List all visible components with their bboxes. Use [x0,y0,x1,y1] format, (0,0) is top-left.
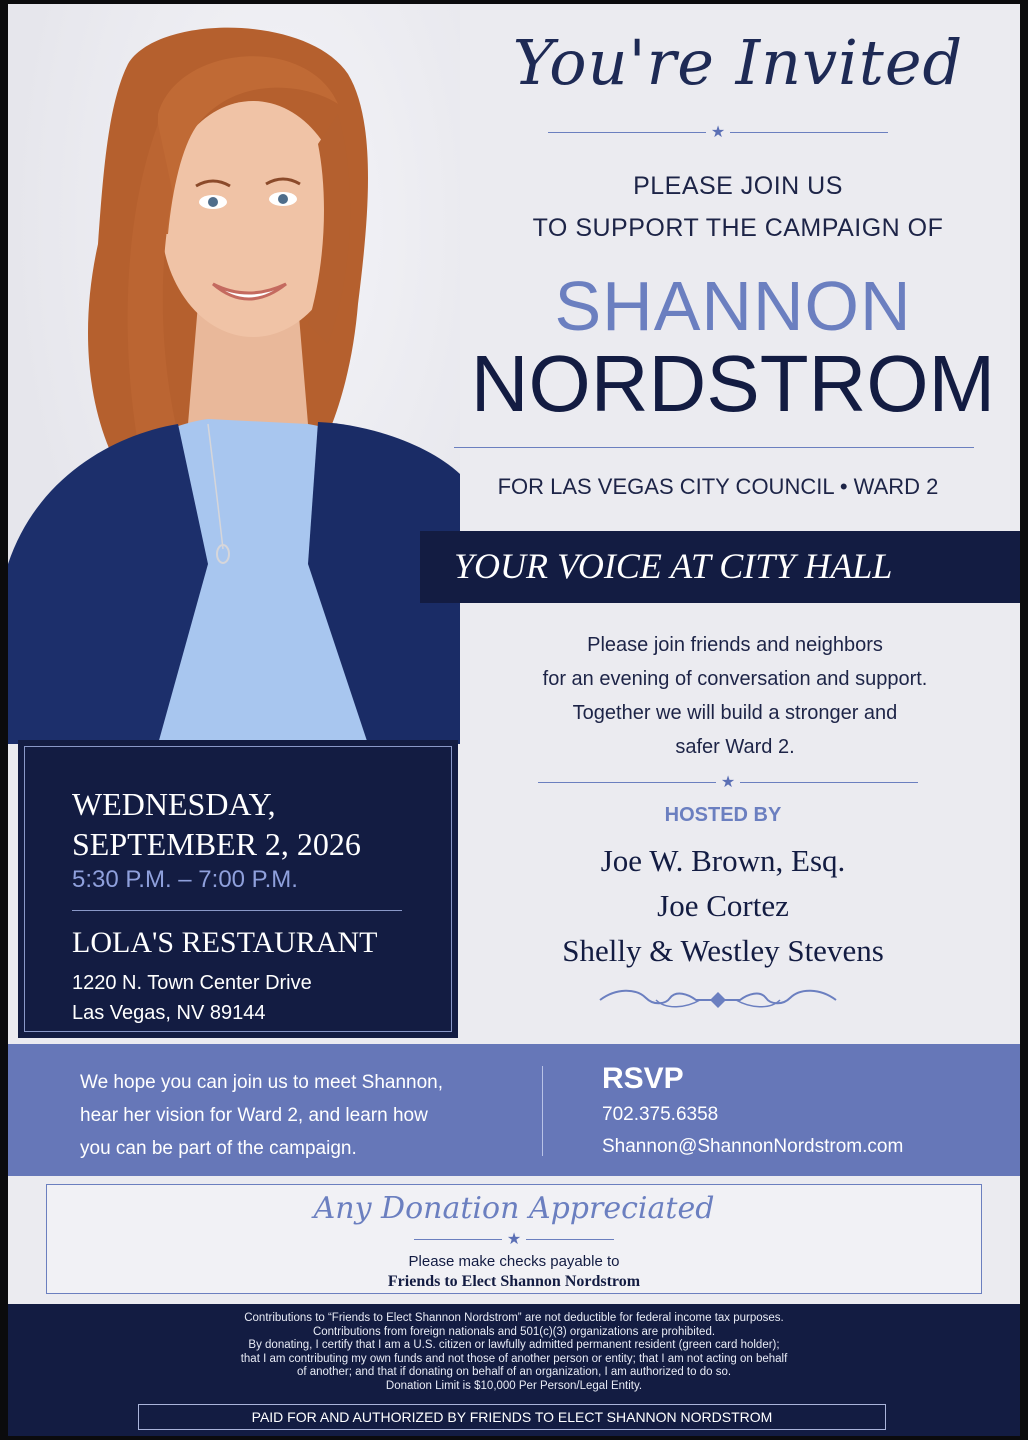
star-icon: ★ [506,1229,522,1248]
star-divider [538,772,918,792]
event-date [72,784,361,864]
event-time: 5:30 P.M. – 7:00 P.M. [72,866,298,893]
divider [454,447,974,448]
flourish-ornament-icon [596,986,840,1014]
intro-line: Please join friends and neighbors [587,634,883,656]
intro-line: for an evening of conversation and support. [542,668,928,690]
address-line: Las Vegas, NV 89144 [72,1002,266,1024]
intro-line: Together we will build a stronger and [572,702,898,724]
star-divider [414,1229,614,1249]
disclaimer-line: Contributions from foreign nationals and 501(c)(3) organizations are prohibited. [312,1325,716,1338]
candidate-last-name: NORDSTROM [470,339,996,428]
payee-name: Friends to Elect Shannon Nordstrom [387,1273,641,1290]
host-list [468,838,978,973]
legal-footer [8,1304,1020,1436]
hosted-by-label: HOSTED BY [664,804,782,826]
rsvp-email[interactable]: Shannon@ShannonNordstrom.com [602,1136,904,1157]
invitation-heading: You're Invited [512,26,964,99]
slogan-banner [420,531,1020,603]
checks-payable-line: Please make checks payable to [408,1253,620,1270]
disclaimer-line: Contributions to “Friends to Elect Shannon Nordstrom” are not deductible for federal income tax purposes. [244,1312,784,1324]
star-icon: ★ [720,772,736,791]
candidate-portrait [8,4,460,744]
host-name: Shelly & Westley Stevens [562,933,884,968]
disclaimer-line: By donating, I certify that I am a U.S. citizen or lawfully admitted permanent resident (green card holder); [248,1339,780,1352]
join-line-1: PLEASE JOIN US [633,172,843,200]
event-full-date: SEPTEMBER 2, 2026 [72,826,361,862]
host-name: Joe Cortez [657,888,789,923]
paid-for-notice: PAID FOR AND AUTHORIZED BY FRIENDS TO ELECT SHANNON NORDSTROM [138,1404,886,1430]
message-line: hear her vision for Ward 2, and learn how [80,1105,428,1126]
disclaimer-line: that I am contributing my own funds and not those of another person or entity; that I am not acting on behalf [240,1352,788,1365]
venue-address [72,968,312,1028]
intro-text [488,628,982,764]
message-line: We hope you can join us to meet Shannon, [80,1072,444,1093]
disclaimer-line: Donation Limit is $10,000 Per Person/Legal Entity. [385,1379,643,1392]
divider [542,1066,543,1156]
disclaimer-text [68,1312,960,1394]
slogan-text: YOUR VOICE AT CITY HALL [454,546,893,586]
star-divider [548,122,888,142]
donation-box [46,1184,982,1294]
rsvp-phone[interactable]: 702.375.6358 [602,1104,719,1125]
invitation-flyer [8,4,1020,1436]
intro-line: safer Ward 2. [675,736,795,758]
office-line: FOR LAS VEGAS CITY COUNCIL • WARD 2 [497,474,939,499]
address-line: 1220 N. Town Center Drive [72,972,312,994]
join-line-2: TO SUPPORT THE CAMPAIGN OF [532,214,944,242]
star-icon: ★ [710,122,726,141]
event-day: WEDNESDAY, [72,786,276,822]
rsvp-heading: RSVP [602,1062,684,1095]
message-line: you can be part of the campaign. [80,1138,357,1159]
disclaimer-line: of another; and that if donating on behalf of an organization, I am authorized to do so. [296,1366,732,1379]
candidate-first-name: SHANNON [554,267,912,345]
rsvp-band [8,1044,1020,1176]
venue-name: LOLA'S RESTAURANT [72,926,378,959]
donation-title: Any Donation Appreciated [313,1191,715,1226]
invite-message [80,1066,530,1165]
divider [72,910,402,911]
host-name: Joe W. Brown, Esq. [600,843,846,878]
event-details-box [18,740,458,1038]
